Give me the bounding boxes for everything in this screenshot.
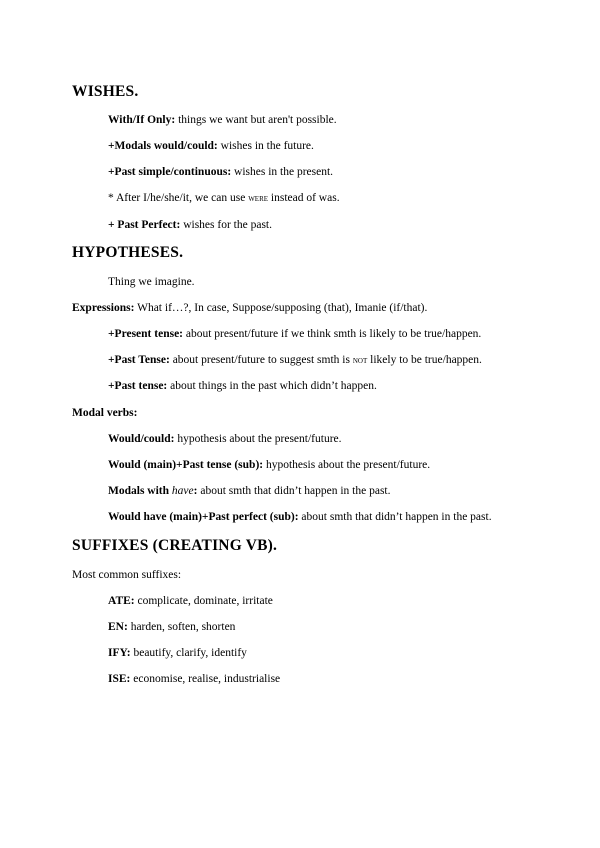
term-text: wishes in the present.	[231, 166, 334, 178]
wishes-line-with-if-only	[108, 114, 337, 126]
term-text: about present/future if we think smth is likely to be true/happen.	[183, 328, 482, 340]
term-label: Would (main)+Past tense (sub):	[108, 459, 264, 471]
term-label: +Past simple/continuous:	[108, 166, 232, 178]
term-label: Modals with	[108, 485, 172, 497]
term-label: With/If Only:	[108, 114, 176, 126]
term-label: +Modals would/could:	[108, 140, 218, 152]
term-text: about smth that didn’t happen in the past.	[197, 485, 391, 497]
term-text: hypothesis about the present/future.	[174, 433, 342, 445]
modal-verbs-heading: Modal verbs:	[72, 407, 138, 419]
term-label: +Present tense:	[108, 328, 183, 340]
section-title-hypotheses: HYPOTHESES.	[72, 244, 184, 261]
wishes-line-past-simple	[108, 166, 333, 178]
suffix-label: IFY:	[108, 647, 131, 659]
wishes-note-were	[108, 192, 340, 204]
section-title-suffixes: SUFFIXES (CREATING VB).	[72, 537, 278, 554]
modal-line-would-could	[108, 433, 342, 445]
term-text: wishes in the future.	[217, 140, 314, 152]
term-text-pre: about present/future to suggest smth is	[169, 354, 353, 366]
term-emphasis: not	[352, 355, 368, 366]
suffix-label: ISE:	[108, 673, 131, 685]
expressions-label: Expressions:	[72, 302, 135, 314]
term-text: about smth that didn’t happen in the past.	[298, 511, 492, 523]
hypotheses-line-past-tense	[108, 380, 377, 392]
suffix-item-ise	[108, 673, 280, 685]
hypotheses-expressions	[72, 302, 427, 314]
suffix-item-ate	[108, 595, 273, 607]
suffix-label: EN:	[108, 621, 128, 633]
term-label: Would/could:	[108, 433, 175, 445]
note-text-pre: * After I/he/she/it, we can use	[108, 192, 249, 204]
suffix-examples: beautify, clarify, identify	[130, 647, 247, 659]
term-text: about things in the past which didn’t happen.	[167, 380, 377, 392]
note-emphasis: were	[248, 193, 269, 204]
term-label: + Past Perfect:	[108, 219, 181, 231]
suffix-examples: complicate, dominate, irritate	[134, 595, 273, 607]
term-label: +Past tense:	[108, 380, 168, 392]
suffix-label: ATE:	[108, 595, 135, 607]
term-label-end: :	[193, 485, 198, 497]
term-label: Would have (main)+Past perfect (sub):	[108, 511, 299, 523]
term-text: wishes for the past.	[180, 219, 272, 231]
wishes-line-past-perfect	[108, 219, 272, 231]
suffix-item-ify	[108, 647, 247, 659]
expressions-text: What if…?, In case, Suppose/supposing (that), Imanie (if/that).	[134, 302, 428, 314]
term-label: +Past Tense:	[108, 354, 170, 366]
suffixes-intro: Most common suffixes:	[72, 569, 182, 581]
wishes-line-modals	[108, 140, 314, 152]
suffix-examples: economise, realise, industrialise	[130, 673, 281, 685]
hypotheses-intro: Thing we imagine.	[108, 276, 195, 288]
term-label-italic: have	[171, 485, 194, 497]
modal-line-modals-with-have	[108, 485, 391, 497]
hypotheses-line-present-tense	[108, 328, 481, 340]
modal-line-would-past-tense	[108, 459, 430, 471]
note-text-post: instead of was.	[268, 192, 340, 204]
hypotheses-line-past-tense-not	[108, 354, 482, 366]
modal-line-would-have	[108, 511, 492, 523]
suffix-item-en	[108, 621, 235, 633]
term-text-post: likely to be true/happen.	[367, 354, 482, 366]
section-title-wishes: WISHES.	[72, 83, 139, 100]
term-text: things we want but aren't possible.	[175, 114, 337, 126]
suffix-examples: harden, soften, shorten	[127, 621, 236, 633]
term-text: hypothesis about the present/future.	[263, 459, 431, 471]
